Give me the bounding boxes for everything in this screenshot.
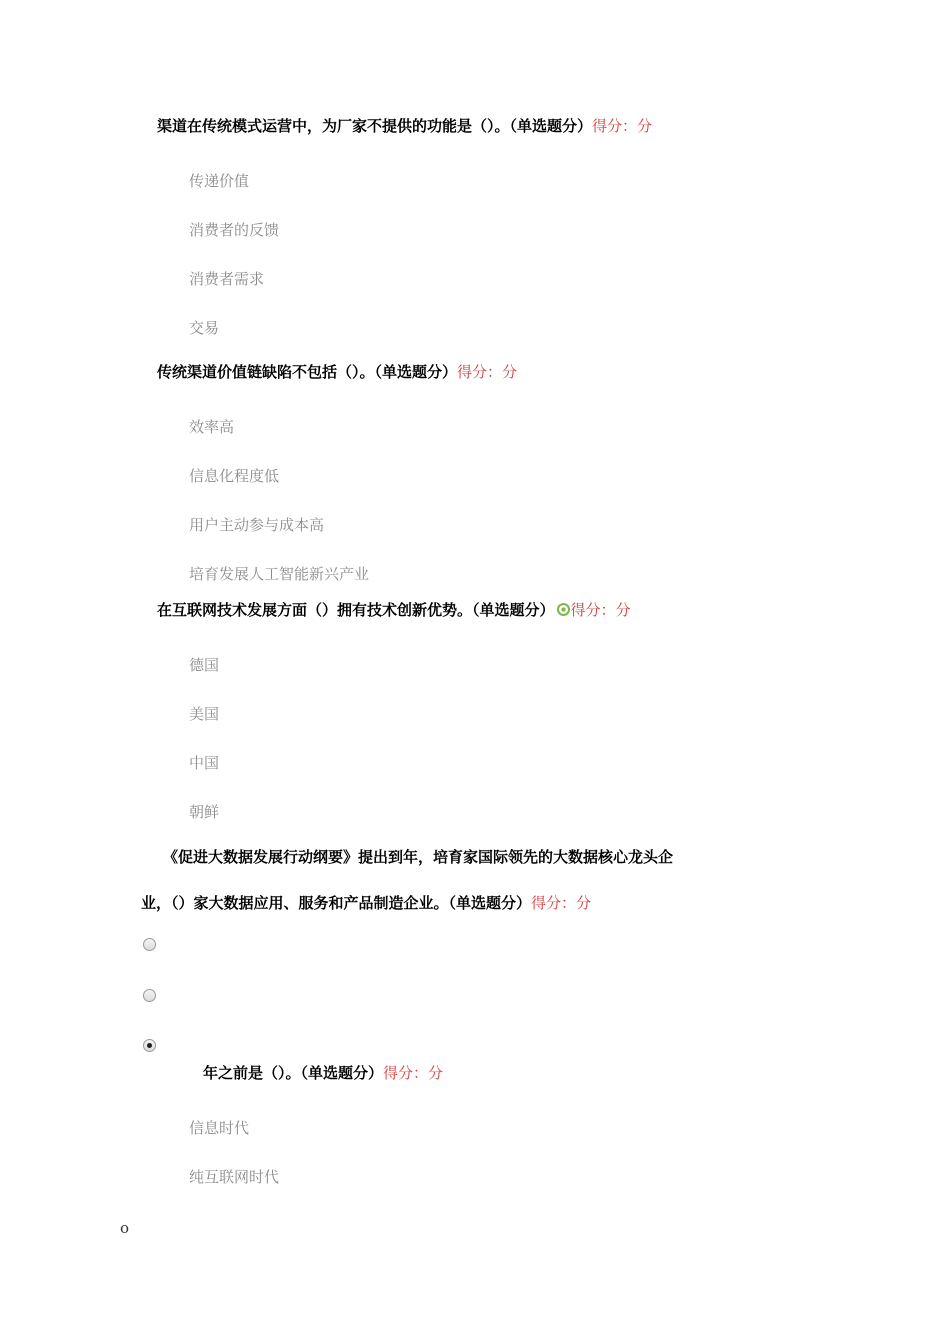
question-3-option-3[interactable]: 中国 [189, 754, 220, 772]
question-5-option-2[interactable]: 纯互联网时代 [189, 1168, 280, 1186]
question-2-option-1[interactable]: 效率高 [189, 418, 235, 436]
question-1-option-2[interactable]: 消费者的反馈 [189, 221, 280, 239]
question-1-option-3[interactable]: 消费者需求 [189, 270, 265, 288]
question-4-line-1: 《促进大数据发展行动纲要》提出到年，培育家国际领先的大数据核心龙头企 [163, 848, 674, 866]
question-3-text: 在互联网技术发展方面（）拥有技术创新优势。（单选题分） [157, 601, 555, 619]
question-5-option-1[interactable]: 信息时代 [189, 1119, 250, 1137]
question-5-score: 得分：分 [383, 1064, 444, 1082]
page-mark: o [120, 1219, 130, 1237]
question-4-line-2 [141, 893, 591, 913]
question-3-score: 得分：分 [570, 601, 631, 619]
question-2-score: 得分：分 [457, 363, 518, 381]
question-2-option-3[interactable]: 用户主动参与成本高 [189, 516, 325, 534]
question-4-text: 业，（）家大数据应用、服务和产品制造企业。（单选题分） [141, 894, 532, 912]
correct-circle-icon [557, 603, 570, 616]
question-1-option-1[interactable]: 传递价值 [189, 172, 250, 190]
radio-button-3-selected[interactable] [143, 1039, 156, 1052]
radio-button-2[interactable] [143, 989, 156, 1002]
question-1 [157, 116, 652, 136]
question-1-option-4[interactable]: 交易 [189, 319, 220, 337]
question-3 [157, 600, 631, 620]
question-2-text: 传统渠道价值链缺陷不包括（）。（单选题分） [157, 363, 458, 381]
question-2-option-2[interactable]: 信息化程度低 [189, 467, 280, 485]
question-1-text: 渠道在传统模式运营中，为厂家不提供的功能是（）。（单选题分） [157, 117, 593, 135]
radio-button-1[interactable] [143, 938, 156, 951]
question-4-score: 得分：分 [531, 894, 592, 912]
question-2-option-4[interactable]: 培育发展人工智能新兴产业 [189, 565, 370, 583]
question-3-option-1[interactable]: 德国 [189, 656, 220, 674]
question-1-score: 得分：分 [592, 117, 653, 135]
question-3-option-2[interactable]: 美国 [189, 705, 220, 723]
question-3-option-4[interactable]: 朝鲜 [189, 803, 220, 821]
question-2 [157, 362, 517, 382]
question-5 [203, 1063, 443, 1083]
question-5-text: 年之前是（）。（单选题分） [203, 1064, 384, 1082]
